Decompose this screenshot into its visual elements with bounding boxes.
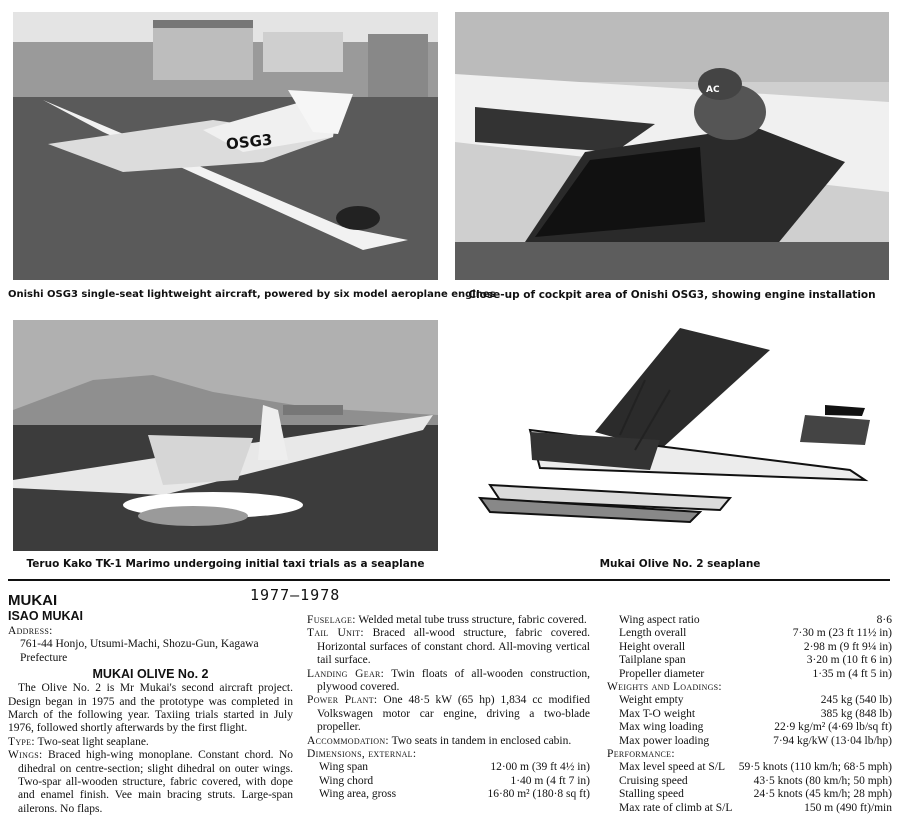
spec-row — [607, 735, 892, 748]
spec-row — [607, 641, 892, 654]
section-divider — [8, 579, 890, 581]
spec-name: Weight empty — [619, 694, 684, 707]
spec-value: 385 kg (848 lb) — [820, 707, 892, 720]
spec-value: 59·5 knots (110 km/h; 68·5 mph) — [738, 761, 892, 774]
company-heading: MUKAI — [8, 592, 58, 609]
fuselage-text: Welded metal tube truss structure, fabric covered. — [358, 614, 587, 626]
spec-value: 150 m (490 ft)/min — [804, 801, 892, 814]
spec-value: 12·00 m (39 ft 4½ in) — [490, 761, 590, 774]
spec-value: 1·35 m (4 ft 5 in) — [812, 667, 892, 680]
dimensions-label: Dimensions, external: — [307, 748, 417, 761]
wings-text: Braced high-wing monoplane. Constant chord. No dihedral on centre-section; slight dihedral on outer wings. Two-spar all-wooden structure, fabric covered, with dope and enamel finish. Vee main bracing struts. Large-span ailerons. No flaps. — [18, 749, 293, 815]
photo-osg3-cockpit — [455, 12, 889, 280]
gear-label: Landing Gear: — [307, 667, 385, 680]
spec-name: Max power loading — [619, 734, 710, 747]
column-3 — [607, 614, 892, 815]
dimensions-list — [307, 761, 590, 801]
spec-row — [607, 802, 892, 815]
address-text: 761-44 Honjo, Utsumi-Machi, Shozu-Gun, Kagawa Prefecture — [20, 638, 259, 664]
performance-label: Performance: — [607, 748, 675, 761]
spec-row — [607, 614, 892, 627]
photo-onishi-osg3 — [13, 12, 438, 280]
dimensions-continued — [607, 614, 892, 681]
weights-label: Weights and Loadings: — [607, 681, 722, 694]
spec-name: Height overall — [619, 640, 686, 653]
spec-name: Length overall — [619, 627, 687, 640]
spec-value: 1·40 m (4 ft 7 in) — [510, 774, 590, 787]
accommodation-text: Two seats in tandem in enclosed cabin. — [391, 734, 572, 747]
photo-mukai-olive — [470, 320, 890, 550]
spec-row — [607, 694, 892, 707]
spec-value: 43·5 knots (80 km/h; 50 mph) — [753, 774, 892, 787]
fuselage-label: Fuselage: — [307, 614, 356, 626]
spec-row — [307, 788, 590, 801]
spec-row — [607, 627, 892, 640]
spec-name: Propeller diameter — [619, 667, 705, 680]
spec-value: 24·5 knots (45 km/h; 28 mph) — [753, 788, 892, 801]
photo-tk1-marimo — [13, 320, 438, 551]
spec-row — [307, 761, 590, 774]
spec-row — [607, 775, 892, 788]
aircraft-heading: MUKAI OLIVE No. 2 — [92, 667, 209, 682]
gear-text: Twin floats of all-wooden construction, plywood covered. — [317, 667, 591, 694]
photo-caption: Onishi OSG3 single-seat lightweight aircraft, powered by six model aeroplane engines — [8, 289, 496, 300]
type-text: Two-seat light seaplane. — [37, 735, 149, 748]
spec-value: 8·6 — [876, 614, 892, 626]
weights-list — [607, 694, 892, 748]
column-2 — [307, 614, 590, 802]
address-label: Address: — [8, 625, 53, 637]
spec-row — [607, 668, 892, 681]
spec-value: 16·80 m² (180·8 sq ft) — [487, 788, 590, 801]
accommodation-label: Accommodation: — [307, 734, 389, 747]
photo-caption: Mukai Olive No. 2 seaplane — [599, 558, 761, 570]
spec-row — [607, 788, 892, 801]
spec-row — [607, 721, 892, 734]
spec-name: Wing chord — [319, 774, 374, 787]
spec-value: 7·30 m (23 ft 11½ in) — [792, 627, 892, 640]
spec-name: Wing span — [319, 761, 369, 774]
person-heading: ISAO MUKAI — [8, 609, 83, 623]
spec-row — [607, 654, 892, 667]
spec-value: 2·98 m (9 ft 9¼ in) — [803, 640, 892, 653]
spec-value: 22·9 kg/m² (4·69 lb/sq ft) — [774, 721, 892, 734]
type-label: Type: — [8, 735, 35, 748]
photo-caption: Teruo Kako TK-1 Marimo undergoing initial taxi trials as a seaplane — [26, 558, 425, 570]
spec-value: 7·94 kg/kW (13·04 lb/hp) — [773, 734, 892, 747]
column-1 — [8, 592, 293, 816]
spec-row — [607, 708, 892, 721]
performance-list — [607, 761, 892, 815]
aircraft-registration: OSG3 — [225, 130, 274, 154]
spec-name: Stalling speed — [619, 788, 684, 801]
spec-name: Max wing loading — [619, 721, 704, 734]
wings-label: Wings: — [8, 749, 43, 762]
spec-name: Tailplane span — [619, 654, 686, 667]
spec-name: Max T-O weight — [619, 707, 696, 720]
spec-name: Cruising speed — [619, 774, 688, 787]
year-range: 1977—1978 — [250, 586, 341, 604]
tail-text: Braced all-wood structure, fabric covered. Horizontal surfaces of constant chord. All-moving vertical tail surface. — [317, 627, 591, 667]
intro-paragraph: The Olive No. 2 is Mr Mukai's second aircraft project. Design began in 1975 and the prototype was completed in March of the following year. Taxiing trials started in July 1976, followed shortly afterwards by the first flight. — [8, 682, 293, 735]
spec-row — [307, 775, 590, 788]
power-text: One 48·5 kW (65 hp) 1,834 cc modified Volkswagen motor car engine, driving a two-blade propeller. — [317, 694, 591, 734]
photo-caption: Close-up of cockpit area of Onishi OSG3, showing engine installation — [468, 289, 876, 301]
power-label: Power Plant: — [307, 694, 378, 707]
spec-name: Max level speed at S/L — [619, 761, 726, 774]
spec-name: Wing aspect ratio — [619, 614, 700, 626]
spec-value: 3·20 m (10 ft 6 in) — [806, 654, 892, 667]
cap-badge: AC — [706, 85, 720, 95]
spec-name: Max rate of climb at S/L — [619, 801, 733, 814]
spec-row — [607, 761, 892, 774]
tail-label: Tail Unit: — [307, 627, 364, 640]
spec-name: Wing area, gross — [319, 788, 397, 801]
spec-value: 245 kg (540 lb) — [820, 694, 892, 707]
